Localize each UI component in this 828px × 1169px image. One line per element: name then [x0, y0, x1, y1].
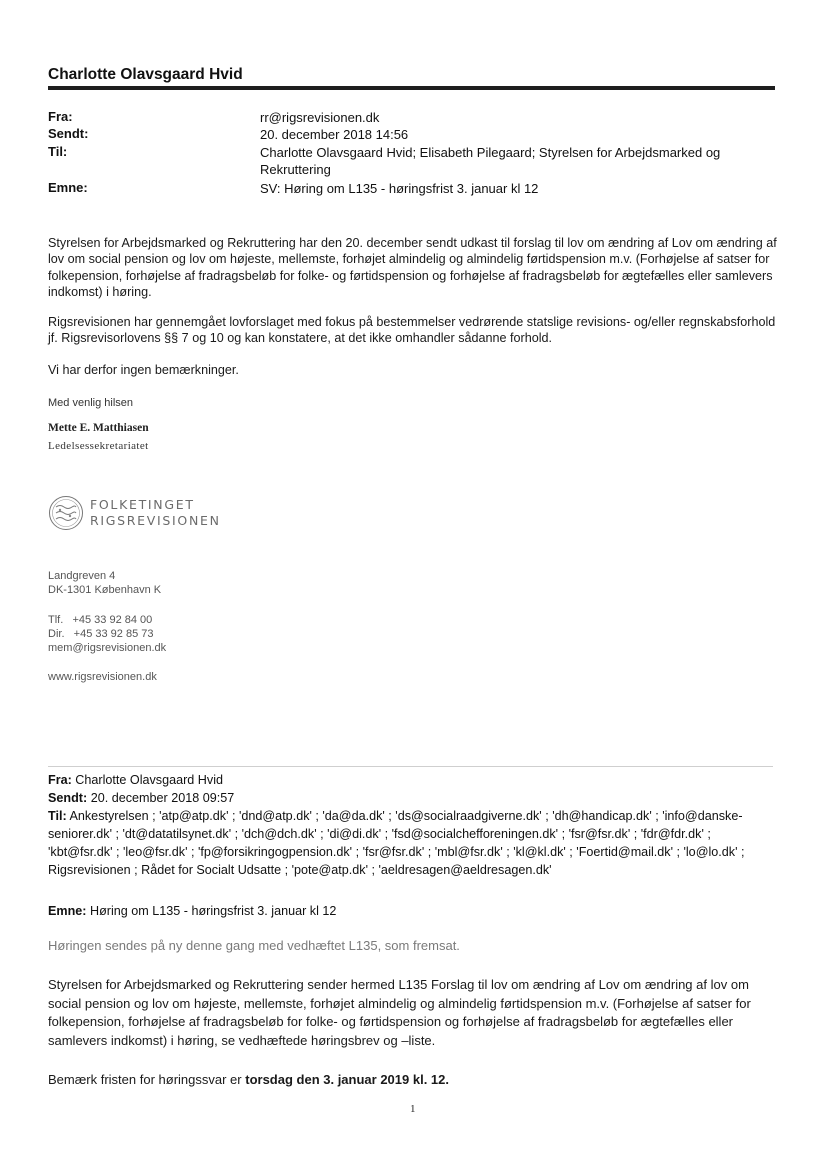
greeting: Med venlig hilsen	[48, 397, 133, 409]
body-paragraph-2: Rigsrevisionen har gennemgået lovforslaget med fokus på bestemmelser vedrørende statslige revisions- og/eller regnskabsforhold jf. Rigsrevisorlovens §§ 7 og 10 og kan konstatere, at det ikke omhandler sådanne forhold.	[48, 315, 776, 346]
logo-line-1: FOLKETINGET	[90, 497, 195, 512]
to-value: Charlotte Olavsgaard Hvid; Elisabeth Pilegaard; Styrelsen for Arbejdsmarked og Rekruttering	[260, 145, 721, 177]
fwd-sent-value: 20. december 2018 09:57	[90, 791, 235, 805]
forward-separator	[48, 766, 773, 767]
body-paragraph-1: Styrelsen for Arbejdsmarked og Rekruttering har den 20. december sendt udkast til forslag til lov om ændring af Lov om ændring af lov om social pension og lov om højeste, mellemste, forhøjet almindelig og almindelig førtidspension m.v. (Forhøjelse af satser for folkepension, forhøjelse af fradragsbeløb for folke- og førtidspension og forhøjelse af fradragsbeløb for ægtefælles eller samlevers indkomst) i høring.	[48, 236, 777, 300]
to-label: Til:	[48, 144, 68, 159]
sent-value: 20. december 2018 14:56	[260, 127, 409, 142]
deadline-prefix: Bemærk fristen for høringssvar er	[48, 1072, 242, 1087]
forwarded-body-paragraph: Styrelsen for Arbejdsmarked og Rekruttering sender hermed L135 Forslag til lov om ændring af Lov om ændring af lov om social pension og lov om højeste, mellemste, forhøjet almindelig og almindelig førtidspension m.v. (Forhøjelse af satser for folkepension, forhøjelse af fradragsbeløb for folke- og førtidspension og forhøjelse af fradragsbeløb for ægtefælles eller samlevers indkomst) i høring, se vedhæftede høringsbrev og –liste.	[48, 977, 751, 1048]
subject-label: Emne:	[48, 180, 88, 195]
fwd-from	[48, 771, 778, 789]
fwd-sent	[48, 789, 778, 807]
contact-phone: Tlf. +45 33 92 84 00	[48, 614, 153, 626]
fwd-from-value: Charlotte Olavsgaard Hvid	[75, 773, 223, 787]
signature-department: Ledelsessekretariatet	[48, 440, 149, 452]
crest-icon	[48, 495, 84, 531]
signature-name: Mette E. Matthiasen	[48, 422, 149, 434]
contact-direct: Dir. +45 33 92 85 73	[48, 628, 154, 640]
logo-line-2: RIGSREVISIONEN	[90, 513, 221, 528]
contact-city: DK-1301 København K	[48, 584, 162, 596]
fwd-to-label: Til:	[48, 809, 67, 823]
fwd-to	[48, 807, 776, 879]
fwd-subject	[48, 902, 778, 920]
sender-name: Charlotte Olavsgaard Hvid	[48, 66, 243, 83]
from-value[interactable]: rr@rigsrevisionen.dk	[260, 110, 380, 125]
fwd-from-label: Fra:	[48, 773, 72, 787]
contact-email[interactable]: mem@rigsrevisionen.dk	[48, 642, 167, 654]
contact-website[interactable]: www.rigsrevisionen.dk	[48, 671, 157, 683]
rigsrevisionen-logo	[48, 494, 248, 534]
resend-note: Høringen sendes på ny denne gang med vedhæftet L135, som fremsat.	[48, 938, 460, 953]
subject-value: SV: Høring om L135 - høringsfrist 3. januar kl 12	[260, 181, 539, 196]
fwd-sent-label: Sendt:	[48, 791, 88, 805]
fwd-to-value: Ankestyrelsen ; 'atp@atp.dk' ; 'dnd@atp.dk' ; 'da@da.dk' ; 'ds@socialraadgiverne.dk' ; 'dh@handicap.dk' ; 'info@danske-seniorer.dk' ; 'dt@datatilsynet.dk' ; 'dch@dch.dk' ; 'di@di.dk' ; 'fsd@socialchefforeningen.dk' ; 'fsr@fsr.dk' ; 'fdr@fdr.dk' ; 'kbt@fsr.dk' ; 'leo@fsr.dk' ; 'fp@forsikringogpension.dk' ; 'fsr@fsr.dk' ; 'mbl@fsr.dk' ; 'kl@kl.dk' ; 'Foertid@mail.dk' ; 'lo@lo.dk' ; Rigsrevisionen ; Rådet for Socialt Udsatte ; 'pote@atp.dk' ; 'aeldresagen@aeldresagen.dk'	[48, 809, 745, 877]
body-paragraph-3: Vi har derfor ingen bemærkninger.	[48, 363, 239, 377]
sent-label: Sendt:	[48, 126, 89, 141]
deadline-notice	[48, 1071, 776, 1090]
deadline-date: torsdag den 3. januar 2019 kl. 12.	[245, 1072, 449, 1087]
header-divider	[48, 86, 775, 90]
fwd-subject-label: Emne:	[48, 904, 87, 918]
from-label: Fra:	[48, 109, 73, 124]
fwd-subject-value: Høring om L135 - høringsfrist 3. januar kl 12	[90, 904, 337, 918]
contact-street: Landgreven 4	[48, 570, 116, 582]
page-number: 1	[410, 1103, 416, 1115]
